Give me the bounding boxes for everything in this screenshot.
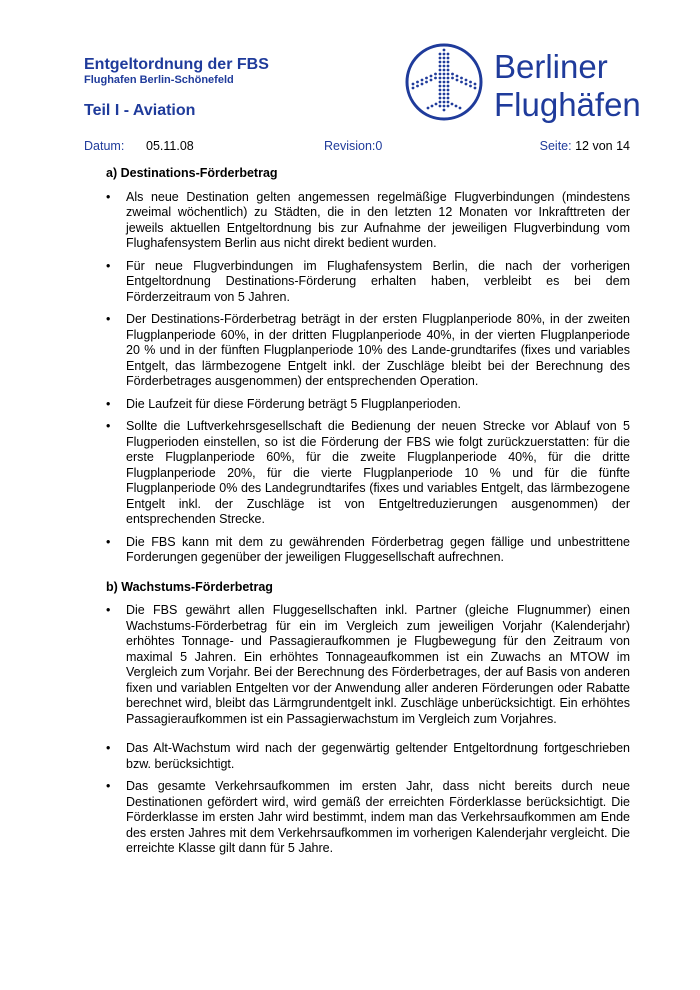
datum-label: Datum: xyxy=(84,139,125,153)
datum-value: 05.11.08 xyxy=(146,139,194,153)
seite-field xyxy=(540,139,630,153)
list-item: • Das Alt-Wachstum wird nach der gegenwärtig geltender Entgeltordnung fortgeschrieben bzw. berücksichtigt. xyxy=(106,741,630,771)
bullet-icon: • xyxy=(106,419,111,433)
bullet-icon: • xyxy=(106,396,111,411)
bullet-icon: • xyxy=(106,779,111,793)
bullet-icon: • xyxy=(106,258,111,273)
list-item: • Als neue Destination gelten angemessen regelmäßige Flugverbindungen (mindestens zweimal wöchentlich) zu Städten, die in den letzten 12 Monaten vor Inkrafttreten der jeweils aktuellen Entgeltordnung bis zur Aufnahme der jeweiligen Flugverbindung vom Flughafensystem Berlin aus nicht direkt bedient wurden. xyxy=(106,189,630,250)
revision-value: 0 xyxy=(375,139,383,153)
list-item: • Die FBS kann mit dem zu gewährenden Förderbetrag gegen fällige und unbestrittene Forderungen gegenüber der jeweiligen Fluggesellschaft aufrechnen. xyxy=(106,534,630,564)
list-item: • Die Laufzeit für diese Förderung beträgt 5 Flugplanperioden. xyxy=(106,396,461,411)
bullet-icon: • xyxy=(106,534,111,549)
berliner-flughaefen-logo xyxy=(404,40,644,124)
meta-row xyxy=(84,139,630,155)
section-b-heading: b) Wachstums-Förderbetrag xyxy=(106,579,273,594)
list-item: • Das gesamte Verkehrsaufkommen im ersten Jahr, dass nicht bereits durch neue Destinationen gefördert wird, wird gemäß der erreichten Förderklasse berücksichtigt. Die Förderklasse im ersten Jahr wird bestimmt, indem man das Verkehrsaufkommen am Ende des ersten Jahres mit dem Verkehrsaufkommen im vorherigen Kalenderjahr vergleicht. Die erreichte Klasse gilt dann für 5 Jahre. xyxy=(106,779,630,855)
list-item: • Der Destinations-Förderbetrag beträgt in der ersten Flugplanperiode 80%, in der zweiten Flugplanperiode 60%, in der dritten Flugplanperiode 40%, in der vierten Flugplanperiode 20 % und in der fünften Flugplanperiode 10% des Lande-grundtarifes (fixes und variables Entgelt, das lärmbezogene Entgelt inkl. der Zuschläge bleibt bei der Berechnung des Förderbetrages ausgenommen) der entsprechenden Operation. xyxy=(106,312,630,388)
airplane-dot-icon xyxy=(412,49,477,112)
bullet-icon: • xyxy=(106,741,111,755)
bullet-icon: • xyxy=(106,312,111,326)
document-body xyxy=(84,166,630,864)
document-subtitle: Flughafen Berlin-Schönefeld xyxy=(84,74,234,86)
section-a-list xyxy=(84,190,630,566)
list-item: • Die FBS gewährt allen Fluggesellschaften inkl. Partner (gleiche Flugnummer) einen Wachstums-Förderbetrag für ein im Vergleich zum jeweiligen Vorjahr (Kalenderjahr) erhöhtes Tonnage- und Passagieraufkommen je Flugbewegung für den Zeitraum von maximal 5 Jahren. Ein erhöhtes Tonnageaufkommen ist ein Zuwachs an MTOW im Vergleich zum Vorjahr. Bei der Berechnung des Förderbetrages, der auf Basis von anderen fixen und variablen Entgelten vor der Anwendung aller anderen Förderungen oder Rabatte berechnet wird, bleibt das Lärmgrundentgelt inkl. Zuschläge unberücksichtigt. Ein erhöhtes Passagieraufkommen ist ein Passagierwachstum im Vergleich zum Vorjahres. xyxy=(106,603,630,726)
list-item: • Sollte die Luftverkehrsgesellschaft die Bedienung der neuen Strecke vor Ablauf von 5 Flugperioden einstellen, so ist die Förderung der FBS wie folgt zurückzuerstatten: für die erste Flugplanperiode 60%, für die zweite Flugplanperiode 40%, für die dritte Flugplanperiode 20%, für die vierte Flugplanperiode 10 % und für die fünfte Flugplanperiode 0% des Landegrundtarifes (fixes und variables Entgelt, das lärmbezogene Entgelt inkl. der Zuschläge ist von Entgeltreduzierungen ausgenommen) der entsprechenden Strecke. xyxy=(106,419,630,526)
section-a-heading: a) Destinations-Förderbetrag xyxy=(106,166,278,180)
seite-label: Seite: xyxy=(539,139,572,153)
section-b-list xyxy=(84,603,630,857)
logo-line1: Berliner xyxy=(494,48,608,85)
revision-field xyxy=(324,139,382,153)
document-title: Entgeltordnung der FBS xyxy=(84,56,269,73)
part-title: Teil I - Aviation xyxy=(84,102,196,119)
list-item: • Für neue Flugverbindungen im Flughafensystem Berlin, die nach der vorherigen Entgeltordnung Destinations-Förderung erhalten haben, verbleibt es bei dem Förderzeitraum von 5 Jahren. xyxy=(106,258,630,304)
revision-label: Revision: xyxy=(324,139,376,153)
bullet-icon: • xyxy=(106,603,111,617)
seite-value: 12 von 14 xyxy=(575,139,630,153)
bullet-icon: • xyxy=(106,189,111,204)
logo-line2: Flughäfen xyxy=(494,86,641,123)
